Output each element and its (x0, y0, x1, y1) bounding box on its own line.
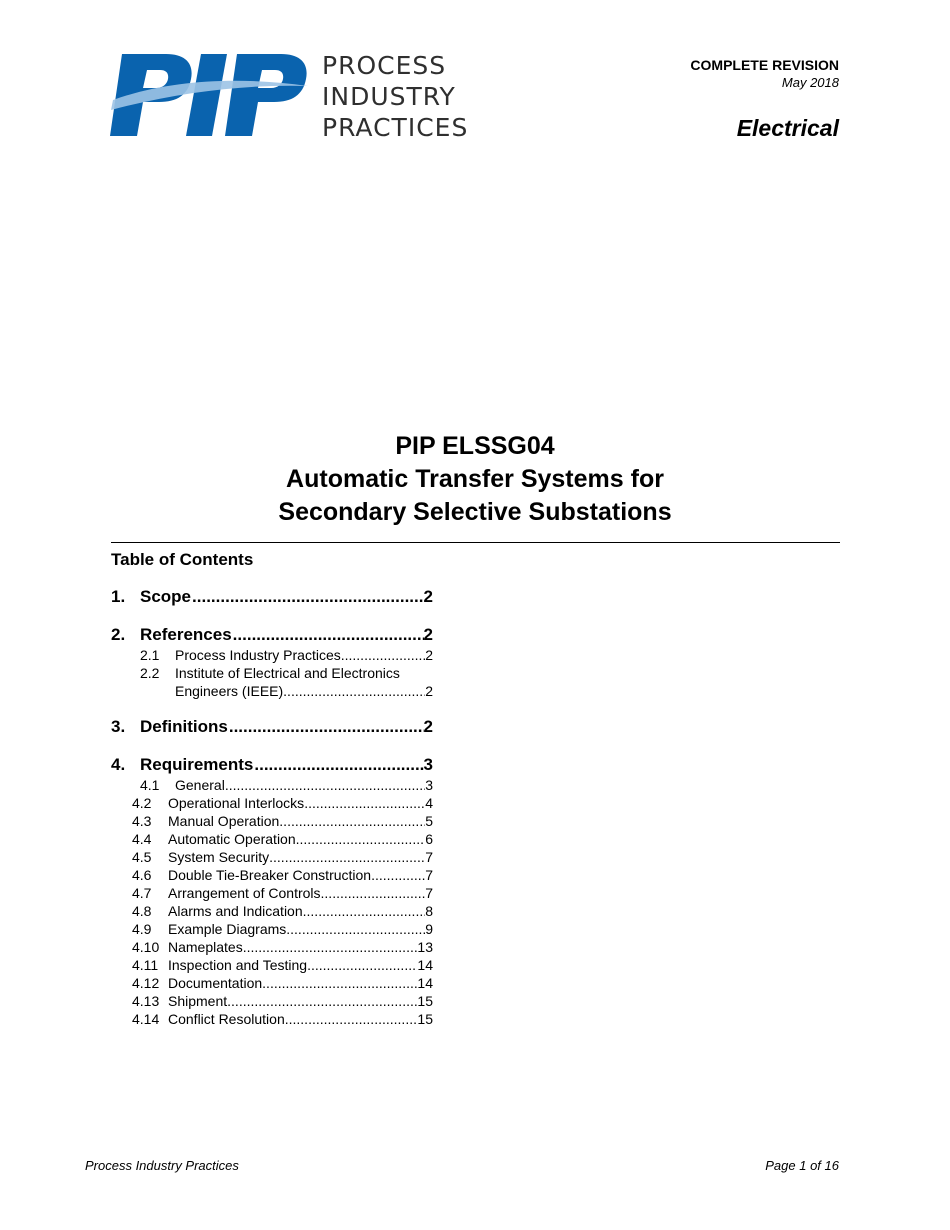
toc-page-number: 15 (417, 1011, 433, 1027)
toc-subsection-label: Documentation (168, 975, 263, 991)
toc-page-number: 6 (425, 831, 433, 847)
toc-subsection-number: 2.1 (140, 647, 160, 663)
leader-dots (225, 776, 425, 794)
toc-page-number: 13 (417, 939, 433, 955)
toc-page-number: 3 (423, 755, 433, 774)
toc-subsection-number: 4.14 (132, 1011, 160, 1027)
toc-subsection[interactable] (111, 646, 433, 664)
toc-subsection[interactable] (111, 992, 433, 1010)
leader-dots (286, 920, 425, 938)
toc-subsection[interactable] (111, 974, 433, 992)
toc-subsection-number: 4.13 (132, 993, 160, 1009)
toc-subsection[interactable] (111, 866, 433, 884)
toc-subsection[interactable] (111, 848, 433, 866)
toc-subsection-label: Nameplates (168, 939, 243, 955)
toc-subsection-label: Automatic Operation (168, 831, 296, 847)
toc-section[interactable] (111, 624, 433, 646)
toc-page-number: 7 (425, 849, 433, 865)
toc-page-number: 8 (425, 903, 433, 919)
toc-subsection[interactable] (111, 1010, 433, 1028)
leader-dots (262, 974, 417, 992)
footer-page-number: Page 1 of 16 (765, 1158, 839, 1173)
toc-subsection[interactable] (111, 664, 433, 682)
toc-subsection-label: Alarms and Indication (168, 903, 303, 919)
toc-section-number: 2. (111, 625, 126, 644)
toc-page-number: 2 (423, 625, 433, 644)
toc-subsection-number: 4.3 (132, 813, 152, 829)
toc-subsection-label: Engineers (IEEE) (175, 683, 284, 699)
toc-page-number: 2 (425, 647, 433, 663)
toc-subsection[interactable] (111, 956, 433, 974)
toc-subsection-number: 4.2 (132, 795, 152, 811)
toc-section-label: Definitions (140, 717, 228, 736)
org-name-line: INDUSTRY (322, 82, 456, 111)
divider (111, 542, 840, 543)
toc-subsection-label: General (175, 777, 225, 793)
document-title (0, 430, 950, 529)
toc-section[interactable] (111, 754, 433, 776)
toc-subsection[interactable] (111, 812, 433, 830)
toc-subsection-number: 4.4 (132, 831, 152, 847)
toc-subsection-label: System Security (168, 849, 270, 865)
leader-dots (229, 716, 424, 738)
leader-dots (285, 1010, 418, 1028)
toc-subsection[interactable] (111, 884, 433, 902)
toc-section-number: 1. (111, 587, 126, 606)
pip-logo (108, 50, 313, 140)
toc-subsection-number: 2.2 (140, 665, 160, 681)
table-of-contents (111, 586, 433, 1028)
toc-page-number: 14 (417, 957, 433, 973)
toc-subsection-label: Manual Operation (168, 813, 280, 829)
toc-subsection-label: Example Diagrams (168, 921, 287, 937)
leader-dots (304, 794, 425, 812)
revision-date: May 2018 (781, 75, 839, 90)
toc-section-label: References (140, 625, 232, 644)
leader-dots (371, 866, 425, 884)
footer-org: Process Industry Practices (85, 1158, 239, 1173)
toc-subsection-label: Shipment (168, 993, 228, 1009)
toc-subsection-label: Process Industry Practices (175, 647, 341, 663)
toc-subsection-label: Double Tie-Breaker Construction (168, 867, 372, 883)
toc-section-number: 3. (111, 717, 126, 736)
leader-dots (269, 848, 425, 866)
leader-dots (254, 754, 423, 776)
toc-page-number: 9 (425, 921, 433, 937)
toc-subsection[interactable] (111, 794, 433, 812)
toc-subsection-number: 4.11 (132, 957, 159, 973)
toc-subsection-number: 4.9 (132, 921, 152, 937)
toc-page-number: 3 (425, 777, 433, 793)
leader-dots (283, 682, 425, 700)
toc-subsection-number: 4.7 (132, 885, 152, 901)
leader-dots (227, 992, 417, 1010)
leader-dots (307, 956, 417, 974)
toc-subsection-label: Institute of Electrical and Electronics (175, 665, 400, 681)
toc-subsection-number: 4.6 (132, 867, 152, 883)
toc-subsection-number: 4.1 (140, 777, 160, 793)
toc-section[interactable] (111, 716, 433, 738)
leader-dots (279, 812, 425, 830)
leader-dots (341, 646, 425, 664)
toc-subsection[interactable] (111, 902, 433, 920)
toc-page-number: 2 (423, 587, 433, 606)
toc-subsection-label: Inspection and Testing (168, 957, 308, 973)
doc-id: PIP ELSSG04 (395, 432, 555, 460)
toc-subsection-number: 4.10 (132, 939, 160, 955)
toc-subsection-continuation[interactable] (111, 682, 433, 700)
toc-subsection-number: 4.5 (132, 849, 152, 865)
toc-page-number: 4 (425, 795, 433, 811)
title-line-2: Secondary Selective Substations (278, 498, 672, 526)
toc-subsection-number: 4.12 (132, 975, 160, 991)
toc-subsection-label: Arrangement of Controls (168, 885, 321, 901)
toc-subsection[interactable] (111, 830, 433, 848)
leader-dots (296, 830, 426, 848)
title-line-1: Automatic Transfer Systems for (286, 465, 664, 493)
toc-section[interactable] (111, 586, 433, 608)
toc-page-number: 15 (417, 993, 433, 1009)
toc-subsection-label: Conflict Resolution (168, 1011, 285, 1027)
toc-page-number: 14 (417, 975, 433, 991)
category-label: Electrical (736, 115, 839, 141)
leader-dots (243, 938, 418, 956)
org-name (322, 50, 468, 143)
toc-section-label: Requirements (140, 755, 254, 774)
leader-dots (192, 586, 424, 608)
toc-subsection[interactable] (111, 776, 433, 794)
revision-block (690, 57, 839, 91)
toc-page-number: 2 (425, 683, 433, 699)
toc-heading: Table of Contents (111, 550, 254, 569)
toc-section-number: 4. (111, 755, 126, 774)
revision-kind: COMPLETE REVISION (690, 57, 839, 73)
toc-subsection[interactable] (111, 920, 433, 938)
leader-dots (233, 624, 424, 646)
toc-page-number: 5 (425, 813, 433, 829)
toc-section-label: Scope (140, 587, 192, 606)
leader-dots (321, 884, 426, 902)
toc-page-number: 7 (425, 885, 433, 901)
toc-page-number: 7 (425, 867, 433, 883)
toc-page-number: 2 (423, 717, 433, 736)
toc-subsection[interactable] (111, 938, 433, 956)
toc-subsection-label: Operational Interlocks (168, 795, 305, 811)
org-name-line: PRACTICES (322, 113, 469, 142)
org-name-line: PROCESS (322, 51, 447, 80)
toc-subsection-number: 4.8 (132, 903, 152, 919)
leader-dots (303, 902, 426, 920)
